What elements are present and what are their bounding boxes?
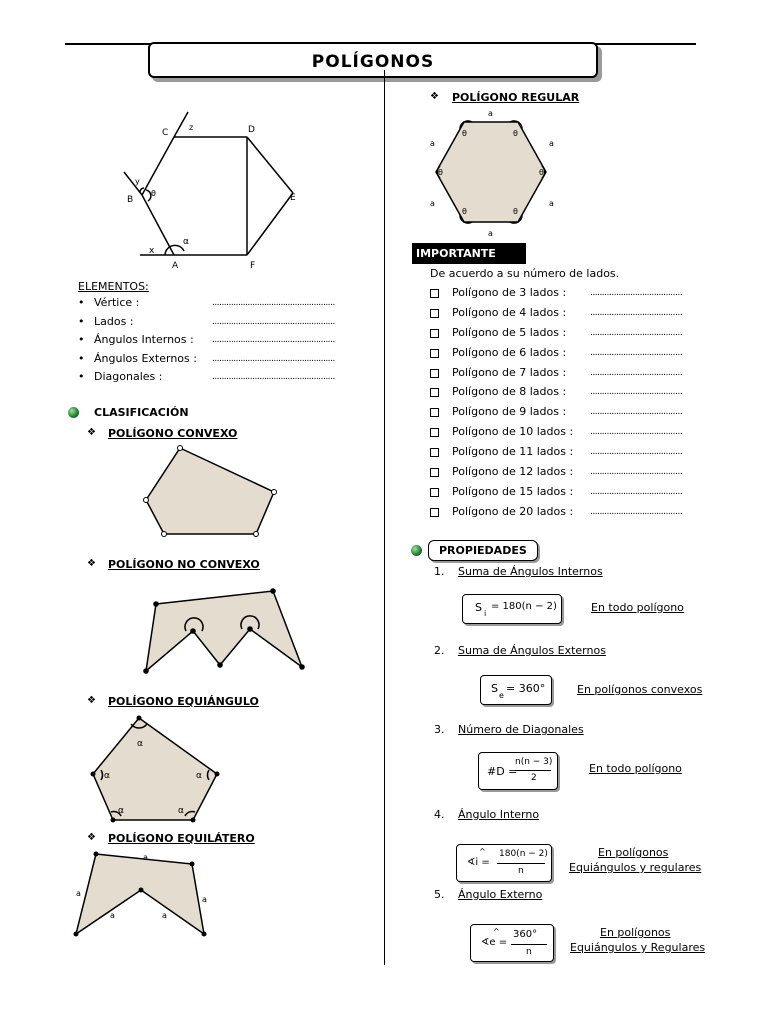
answer-blank[interactable]: .................................................... — [212, 298, 335, 308]
list-item-label: Polígono de 3 lados : — [452, 286, 567, 299]
checkbox-icon[interactable] — [430, 309, 439, 318]
equilatero-heading: POLÍGONO EQUILÁTERO — [108, 832, 255, 845]
vertex-b-label: B — [127, 195, 134, 205]
elementos-item: • Diagonales : .................................................... — [78, 370, 368, 389]
list-item — [430, 505, 705, 525]
formula-box — [470, 924, 554, 962]
elementos-label: Diagonales : — [94, 370, 163, 383]
importante-intro: De acuerdo a su número de lados. — [430, 267, 620, 280]
angle-alpha-label: α — [183, 237, 189, 247]
list-item-label: Polígono de 10 lados : — [452, 425, 574, 439]
formula-denominator: n — [526, 947, 532, 957]
formula-subscript: i — [484, 609, 487, 618]
vertex-e-label: E — [290, 193, 296, 203]
formula-box — [456, 844, 552, 882]
list-item-label: Polígono de 8 lados : — [452, 385, 567, 399]
answer-blank[interactable]: ....................................... — [590, 447, 683, 458]
answer-blank[interactable]: .................................................... — [212, 335, 335, 345]
list-item — [430, 405, 705, 425]
formula-denominator: n — [518, 866, 524, 876]
property-title: Ángulo Interno — [458, 808, 540, 821]
formula-box — [480, 675, 552, 705]
equilateral-side-label: a — [76, 889, 81, 898]
equiangular-angle-label: α — [178, 806, 184, 816]
equiangular-angle-label: α — [104, 771, 110, 781]
elementos-item: • Ángulos Externos : .................................................... — [78, 352, 368, 371]
list-item — [430, 425, 705, 445]
list-item — [430, 465, 705, 485]
regular-angle-label: θ — [513, 129, 518, 138]
list-item — [430, 366, 705, 386]
list-item-label: Polígono de 12 lados : — [452, 465, 574, 479]
equilateral-side-label: a — [110, 911, 115, 920]
regular-side-label: a — [488, 229, 493, 238]
property-number: 5. — [434, 888, 445, 901]
property-number: 4. — [434, 808, 445, 821]
list-item — [430, 346, 705, 366]
propiedades-badge: PROPIEDADES — [428, 540, 538, 561]
answer-blank[interactable]: ....................................... — [590, 387, 683, 398]
formula-box — [478, 752, 558, 790]
answer-blank[interactable]: ....................................... — [590, 307, 683, 318]
checkbox-icon[interactable] — [430, 408, 439, 417]
checkbox-icon[interactable] — [430, 329, 439, 338]
regular-angle-label: θ — [539, 168, 544, 177]
angle-z-label: z — [189, 123, 194, 132]
answer-blank[interactable]: .................................................... — [212, 316, 335, 327]
answer-blank[interactable]: ....................................... — [590, 486, 683, 497]
diamond-bullet-icon: ❖ — [87, 558, 96, 569]
importante-badge: IMPORTANTE — [412, 243, 526, 264]
equilateral-side-label: a — [202, 895, 207, 904]
angle-theta-label: θ — [151, 189, 156, 198]
answer-blank[interactable]: ....................................... — [590, 506, 683, 517]
page-title: POLÍGONOS — [311, 52, 435, 72]
equiangulo-heading: POLÍGONO EQUIÁNGULO — [108, 695, 259, 708]
list-item — [430, 445, 705, 465]
elementos-item: • Ángulos Internos : .................................................... — [78, 333, 368, 352]
formula-text: S — [491, 682, 498, 695]
formula-text: = 180(n − 2) — [491, 601, 557, 612]
elementos-label: Vértice : — [94, 296, 140, 309]
property-note: En todo polígono — [591, 601, 684, 614]
answer-blank[interactable]: ....................................... — [590, 367, 683, 378]
list-item — [430, 306, 705, 326]
list-item-label: Polígono de 9 lados : — [452, 405, 567, 419]
elementos-list — [78, 296, 368, 389]
list-item-label: Polígono de 6 lados : — [452, 345, 567, 359]
list-item-label: Polígono de 5 lados : — [452, 325, 567, 339]
checkbox-icon[interactable] — [430, 369, 439, 378]
angle-y-label: y — [135, 177, 140, 186]
list-item — [430, 326, 705, 346]
importante-list — [430, 286, 705, 525]
property-number: 3. — [434, 723, 445, 736]
formula-text: #D = — [487, 765, 518, 778]
convexo-heading: POLÍGONO CONVEXO — [108, 427, 238, 440]
vertex-d-label: D — [248, 125, 255, 135]
answer-blank[interactable]: ....................................... — [590, 327, 683, 338]
list-item — [430, 286, 705, 306]
regular-side-label: a — [430, 199, 435, 208]
formula-text: = 360° — [506, 682, 546, 695]
title-box — [148, 42, 598, 78]
list-item-label: Polígono de 4 lados : — [452, 305, 567, 319]
diamond-bullet-icon: ❖ — [87, 427, 96, 438]
regular-side-label: a — [549, 199, 554, 208]
property-number: 2. — [434, 644, 445, 657]
checkbox-icon[interactable] — [430, 488, 439, 497]
formula-text: ∢e = — [481, 937, 508, 948]
equilateral-side-label: a — [143, 853, 148, 862]
clasificacion-heading: CLASIFICACIÓN — [94, 406, 189, 419]
no-convexo-heading: POLÍGONO NO CONVEXO — [108, 558, 260, 571]
property-note: Equiángulos y Regulares — [570, 941, 706, 954]
regular-angle-label: θ — [462, 129, 467, 138]
fraction-bar — [511, 944, 547, 945]
equiangular-angle-label: α — [196, 771, 202, 781]
diamond-bullet-icon: ❖ — [430, 91, 439, 102]
equiangular-angle-label: α — [118, 806, 124, 816]
list-item-label: Polígono de 20 lados : — [452, 504, 574, 518]
formula-subscript: e — [499, 691, 504, 700]
property-number: 1. — [434, 565, 445, 578]
elementos-item: • Vértice : .................................................... — [78, 296, 368, 315]
answer-blank[interactable]: ....................................... — [590, 427, 683, 438]
answer-blank[interactable]: ....................................... — [590, 347, 683, 358]
checkbox-icon[interactable] — [430, 508, 439, 517]
property-title: Suma de Ángulos Externos — [458, 644, 606, 657]
globe-icon — [68, 407, 79, 418]
formula-numerator: 360° — [513, 929, 538, 940]
elementos-heading: ELEMENTOS: — [78, 280, 149, 293]
formula-numerator: 180(n − 2) — [499, 849, 548, 859]
property-title: Ángulo Externo — [458, 888, 543, 901]
checkbox-icon[interactable] — [430, 428, 439, 437]
diamond-bullet-icon: ❖ — [87, 695, 96, 706]
regular-hexagon-figure — [418, 106, 566, 240]
column-divider — [384, 70, 385, 965]
globe-icon — [411, 545, 422, 556]
formula-text: ∢i = — [467, 857, 490, 868]
checkbox-icon[interactable] — [430, 388, 439, 397]
list-item — [430, 485, 705, 505]
regular-angle-label: θ — [438, 168, 443, 177]
vertex-c-label: C — [162, 128, 169, 138]
regular-angle-label: θ — [462, 207, 467, 216]
answer-blank[interactable]: .................................................... — [212, 353, 335, 364]
property-note: En polígonos — [598, 846, 669, 859]
answer-blank[interactable]: ....................................... — [590, 407, 683, 418]
elementos-label: Ángulos Internos : — [94, 333, 194, 346]
list-item-label: Polígono de 15 lados : — [452, 484, 574, 498]
vertex-a-label: A — [172, 261, 179, 271]
non-convex-polygon-figure — [140, 585, 310, 680]
checkbox-icon[interactable] — [430, 468, 439, 477]
fraction-bar — [497, 863, 545, 864]
formula-hat: ^ — [479, 847, 486, 856]
property-title: Suma de Ángulos Internos — [458, 565, 603, 578]
equiangular-angle-label: α — [137, 739, 143, 749]
vertex-f-label: F — [250, 261, 256, 271]
diamond-bullet-icon: ❖ — [87, 832, 96, 843]
list-item-label: Polígono de 7 lados : — [452, 365, 567, 379]
property-note: En polígonos convexos — [577, 683, 703, 696]
property-title: Número de Diagonales — [458, 723, 584, 736]
main-polygon-figure — [110, 108, 310, 273]
angle-x-label: x — [149, 246, 155, 256]
checkbox-icon[interactable] — [430, 448, 439, 457]
formula-text: S — [475, 601, 482, 614]
elementos-item: • Lados : .................................................... — [78, 315, 368, 334]
formula-denominator: 2 — [531, 773, 537, 783]
regular-side-label: a — [549, 139, 554, 148]
checkbox-icon[interactable] — [430, 349, 439, 358]
property-note: En todo polígono — [589, 762, 682, 775]
answer-blank[interactable]: ....................................... — [590, 288, 683, 298]
equiangular-polygon-figure — [85, 712, 225, 824]
formula-numerator: n(n − 3) — [515, 757, 553, 767]
regular-heading: POLÍGONO REGULAR — [452, 91, 580, 104]
equilateral-side-label: a — [162, 911, 167, 920]
regular-side-label: a — [430, 139, 435, 148]
formula-box — [462, 594, 562, 624]
fraction-bar — [515, 770, 551, 771]
list-item — [430, 385, 705, 405]
answer-blank[interactable]: .................................................... — [212, 372, 335, 382]
regular-side-label: a — [488, 109, 493, 118]
elementos-label: Ángulos Externos : — [94, 351, 197, 365]
elementos-label: Lados : — [94, 314, 134, 328]
formula-hat: ^ — [493, 927, 500, 936]
regular-angle-label: θ — [513, 207, 518, 216]
checkbox-icon[interactable] — [430, 289, 439, 298]
answer-blank[interactable]: ....................................... — [590, 467, 683, 478]
property-note: En polígonos — [600, 926, 671, 939]
property-note: Equiángulos y regulares — [569, 861, 702, 874]
equilateral-polygon-figure — [70, 848, 215, 943]
list-item-label: Polígono de 11 lados : — [452, 445, 574, 459]
convex-polygon-figure — [140, 444, 280, 539]
